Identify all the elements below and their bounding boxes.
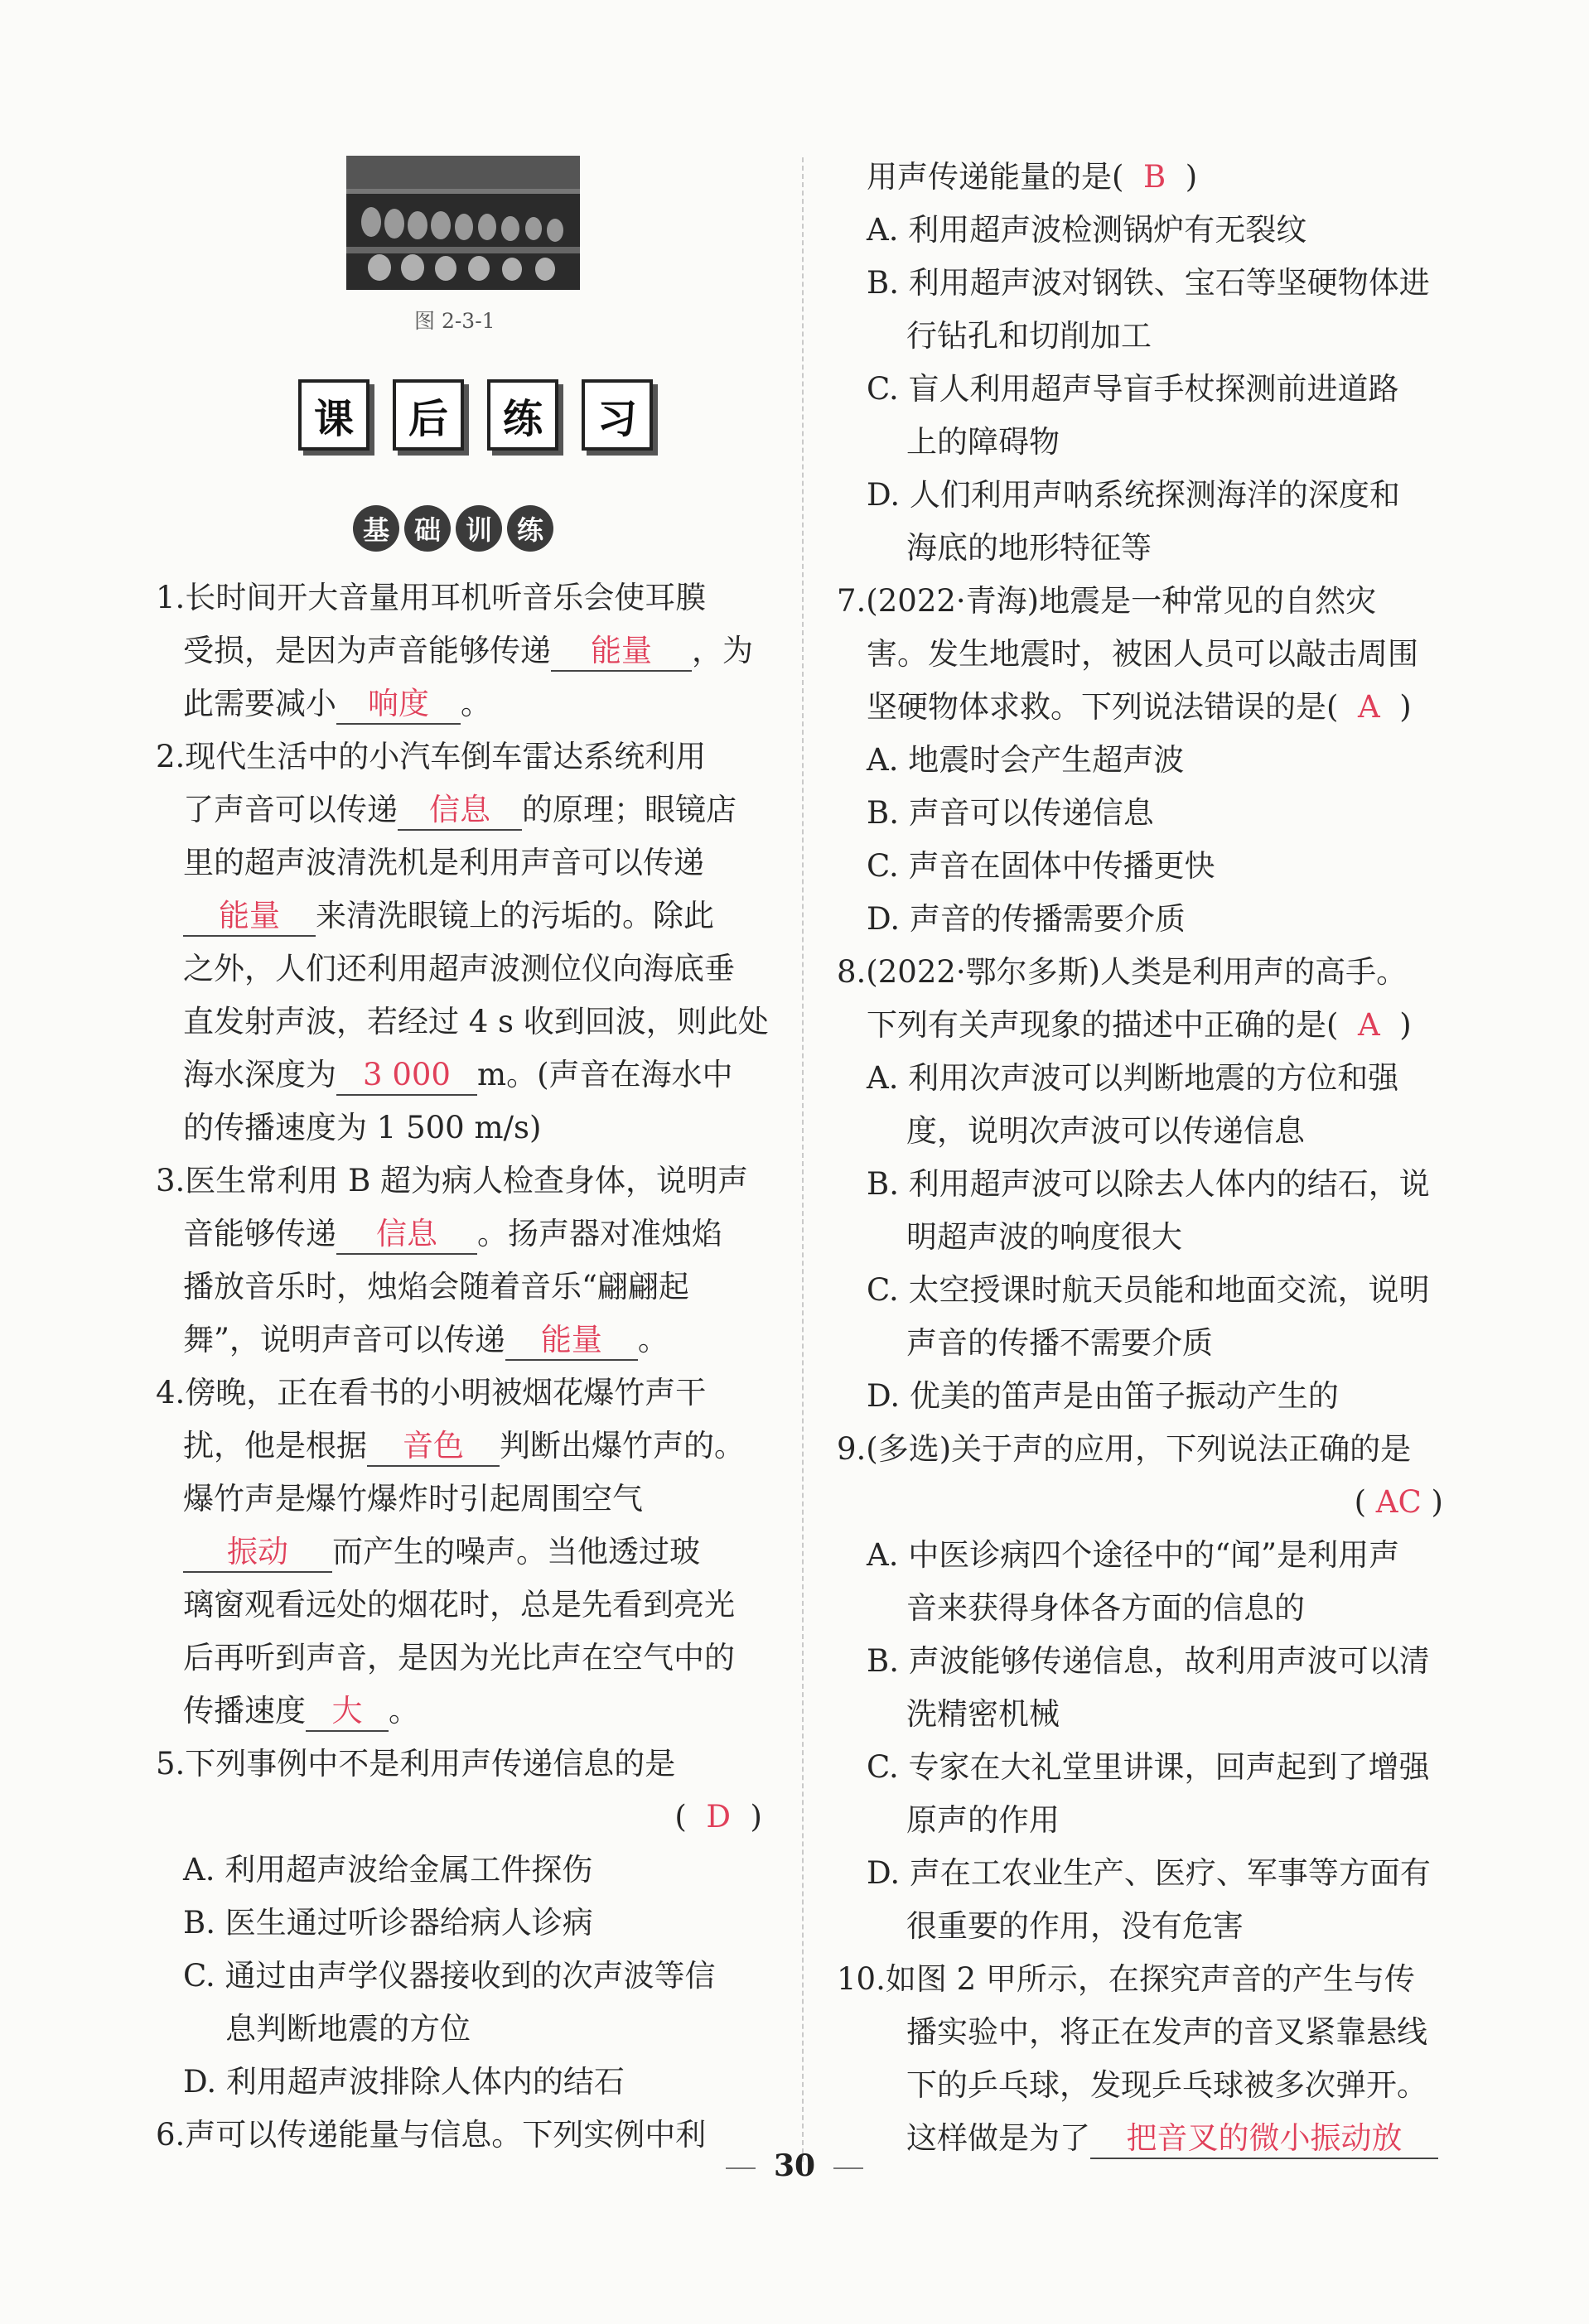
subsection-title [353, 505, 553, 552]
question-3-line: 舞”，说明声音可以传递 能量 。 [156, 1314, 769, 1367]
option-b: B. 声音可以传递信息 [867, 795, 1154, 831]
question-4-line: 后再听到声音，是因为光比声在空气中的 [183, 1640, 735, 1675]
question-3-line: 音能够传递 信息 。扬声器对准烛焰 [156, 1208, 769, 1261]
question-4-line: 振动 而产生的噪声。当他透过玻 [156, 1526, 769, 1579]
question-2-line: 能量 来清洗眼镜上的污垢的。除此 [156, 890, 769, 943]
right-column [837, 151, 1450, 2165]
question-7-line: 7.(2022·青海)地震是一种常见的自然灾 [837, 583, 1377, 619]
option-c-cont: 原声的作用 [906, 1802, 1060, 1838]
subtitle-char: 础 [404, 505, 451, 552]
option-d: D. 优美的笛声是由笛子振动产生的 [867, 1378, 1339, 1414]
answer-blank: 信息 [336, 1215, 477, 1255]
subtitle-char: 训 [456, 505, 502, 552]
answer-blank: 振动 [183, 1533, 332, 1573]
answer-blank: 响度 [336, 685, 461, 725]
subtitle-char: 练 [507, 505, 553, 552]
title-char: 练 [487, 379, 558, 451]
answer-blank: 3 000 [336, 1056, 477, 1096]
answer-blank: 音色 [367, 1427, 500, 1467]
column-divider [802, 157, 804, 2162]
title-char: 课 [298, 379, 369, 451]
question-10-line: 10.如图 2 甲所示，在探究声音的产生与传 [837, 1961, 1415, 1997]
question-4-line: 扰，他是根据 音色 判断出爆竹声的。 [156, 1420, 769, 1473]
answer-blank: 把音叉的微小振动放 [1090, 2119, 1438, 2159]
option-c: C. 盲人利用超声导盲手杖探测前进道路 [867, 371, 1399, 407]
option-b-cont: 行钻孔和切削加工 [906, 318, 1152, 354]
question-1-line: 此需要减小 响度 。 [156, 677, 769, 730]
question-3-line: 播放音乐时，烛焰会随着音乐“翩翩起 [183, 1269, 689, 1304]
page-number: 30 [0, 2148, 1589, 2183]
answer-blank: 能量 [505, 1321, 638, 1361]
option-c: C. 太空授课时航天员能和地面交流，说明 [867, 1272, 1430, 1308]
question-4-line: 4.傍晚，正在看书的小明被烟花爆竹声干 [156, 1375, 707, 1410]
subtitle-char: 基 [353, 505, 399, 552]
question-2-line: 里的超声波清洗机是利用声音可以传递 [183, 845, 704, 880]
answer-blank: 能量 [183, 897, 316, 937]
question-10-line: 这样做是为了 把音叉的微小振动放 [837, 2112, 1450, 2165]
question-5-answer: ( D ) [674, 1799, 762, 1835]
option-c-cont: 息判断地震的方位 [225, 2011, 471, 2047]
option-b: B. 声波能够传递信息，故利用声波可以清 [867, 1643, 1430, 1679]
option-b: B. 利用超声波可以除去人体内的结石，说 [867, 1166, 1430, 1202]
question-4-line: 璃窗观看远处的烟花时，总是先看到亮光 [183, 1587, 735, 1622]
answer-blank: 大 [306, 1692, 389, 1732]
option-c-cont: 上的障碍物 [906, 424, 1060, 460]
question-6-line: 用声传递能量的是( B ) [867, 159, 1198, 195]
question-9-line: 9.(多选)关于声的应用，下列说法正确的是 [837, 1431, 1412, 1467]
question-2-line: 之外，人们还利用超声波测位仪向海底垂 [183, 951, 735, 986]
answer-blank: 能量 [551, 632, 692, 672]
question-10-line: 播实验中，将正在发声的音叉紧靠悬线 [906, 2014, 1427, 2050]
question-7-line: 害。发生地震时，被困人员可以敲击周围 [867, 636, 1418, 672]
option-c: C. 通过由声学仪器接收到的次声波等信 [183, 1958, 716, 1994]
option-d: D. 声在工农业生产、医疗、军事等方面有 [867, 1855, 1431, 1891]
question-2-line: 了声音可以传递 信息 的原理；眼镜店 [156, 784, 769, 837]
option-c: C. 声音在固体中传播更快 [867, 848, 1215, 884]
question-2-line: 直发射声波，若经过 4 s 收到回波，则此处 [183, 1004, 769, 1039]
question-5-line: 5.下列事例中不是利用声传递信息的是 [156, 1746, 676, 1782]
question-1-line: 受损，是因为声音能够传递 能量 ，为 [156, 624, 769, 677]
question-10-line: 下的乒乓球，发现乒乓球被多次弹开。 [906, 2067, 1427, 2103]
answer-blank: 信息 [398, 791, 522, 831]
section-title [298, 379, 653, 451]
option-b: B. 医生通过听诊器给病人诊病 [183, 1905, 593, 1941]
question-7-line: 坚硬物体求救。下列说法错误的是( A ) [867, 689, 1412, 725]
bells-photo [346, 156, 580, 290]
option-b-cont: 洗精密机械 [906, 1696, 1060, 1732]
title-char: 习 [582, 379, 653, 451]
option-a: A. 利用超声波检测锅炉有无裂纹 [867, 212, 1307, 248]
question-9-answer: ( AC ) [1354, 1484, 1443, 1520]
option-d: D. 利用超声波排除人体内的结石 [183, 2064, 625, 2100]
figure-caption: 图 2-3-1 [414, 309, 495, 333]
option-d-cont: 很重要的作用，没有危害 [906, 1908, 1244, 1944]
option-d: D. 人们利用声呐系统探测海洋的深度和 [867, 477, 1400, 513]
option-b-cont: 明超声波的响度很大 [906, 1219, 1182, 1255]
option-a-cont: 度，说明次声波可以传递信息 [906, 1113, 1305, 1149]
option-a-cont: 音来获得身体各方面的信息的 [906, 1590, 1305, 1626]
option-a: A. 利用次声波可以判断地震的方位和强 [867, 1060, 1399, 1096]
left-column [156, 571, 769, 2162]
option-d-cont: 海底的地形特征等 [906, 530, 1152, 566]
option-b: B. 利用超声波对钢铁、宝石等坚硬物体进 [867, 265, 1430, 301]
question-4-line: 传播速度 大 。 [156, 1685, 769, 1738]
question-2-line: 2.现代生活中的小汽车倒车雷达系统利用 [156, 739, 707, 774]
option-a: A. 中医诊病四个途径中的“闻”是利用声 [867, 1537, 1400, 1573]
question-1-line: 1.长时间开大音量用耳机听音乐会使耳膜 [156, 580, 707, 615]
title-char: 后 [393, 379, 464, 451]
question-2-line: 海水深度为 3 000 m。(声音在海水中 [156, 1049, 769, 1102]
option-c-cont: 声音的传播不需要介质 [906, 1325, 1213, 1361]
option-c: C. 专家在大礼堂里讲课，回声起到了增强 [867, 1749, 1430, 1785]
question-8-line: 下列有关声现象的描述中正确的是( A ) [867, 1007, 1412, 1043]
option-d: D. 声音的传播需要介质 [867, 901, 1186, 937]
question-2-line: 的传播速度为 1 500 m/s) [183, 1110, 542, 1145]
question-6-line: 6.声可以传递能量与信息。下列实例中利 [156, 2117, 707, 2153]
option-a: A. 地震时会产生超声波 [867, 742, 1185, 778]
option-a: A. 利用超声波给金属工件探伤 [183, 1852, 593, 1888]
question-4-line: 爆竹声是爆竹爆炸时引起周围空气 [183, 1481, 643, 1516]
question-8-line: 8.(2022·鄂尔多斯)人类是利用声的高手。 [837, 954, 1408, 990]
question-3-line: 3.医生常利用 B 超为病人检查身体，说明声 [156, 1163, 749, 1198]
